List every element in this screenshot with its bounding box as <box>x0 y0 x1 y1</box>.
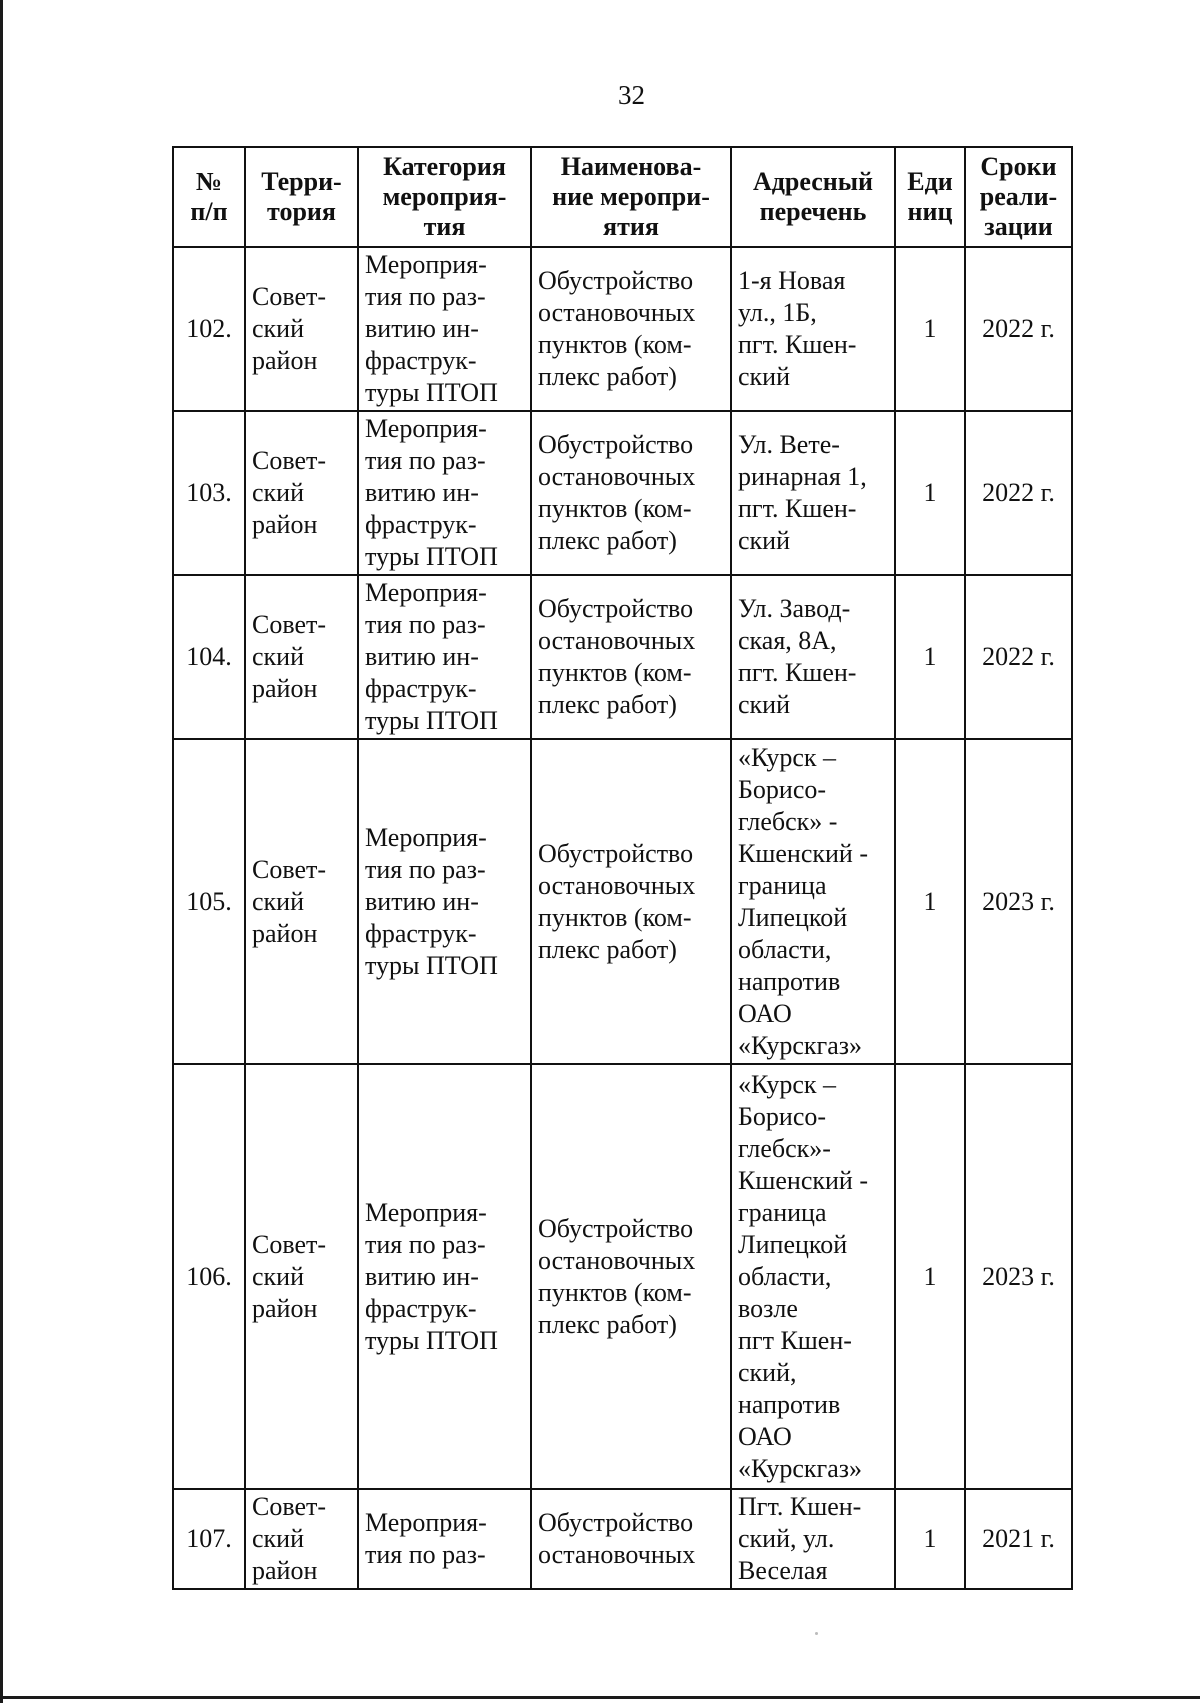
table-row <box>173 1489 1072 1589</box>
cell-number: 102. <box>173 247 245 411</box>
header-units: Еди ниц <box>895 147 965 247</box>
table-row <box>173 247 1072 411</box>
cell-territory: Совет- ский район <box>245 1489 358 1589</box>
cell-units: 1 <box>895 411 965 575</box>
table-row <box>173 1064 1072 1489</box>
cell-units: 1 <box>895 739 965 1064</box>
page-left-edge <box>0 0 3 1703</box>
header-address: Адресный перечень <box>731 147 895 247</box>
cell-event-name: Обустройство остановочных пунктов (ком- плекс работ) <box>531 247 731 411</box>
cell-address: «Курск – Борисо- глебск» - Кшенский - граница Липецкой области, напротив ОАО «Курскгаз» <box>731 739 895 1064</box>
cell-term: 2023 г. <box>965 739 1072 1064</box>
table-header-row <box>173 147 1072 247</box>
cell-number: 104. <box>173 575 245 739</box>
cell-address: Ул. Вете- ринарная 1, пгт. Кшен- ский <box>731 411 895 575</box>
cell-category: Мероприя- тия по раз- витию ин- фраструк- туры ПТОП <box>358 247 531 411</box>
cell-address: Ул. Завод- ская, 8А, пгт. Кшен- ский <box>731 575 895 739</box>
cell-number: 106. <box>173 1064 245 1489</box>
cell-event-name: Обустройство остановочных пунктов (ком- плекс работ) <box>531 1064 731 1489</box>
cell-territory: Совет- ский район <box>245 1064 358 1489</box>
cell-term: 2022 г. <box>965 247 1072 411</box>
header-number: № п/п <box>173 147 245 247</box>
table-row <box>173 739 1072 1064</box>
cell-units: 1 <box>895 1489 965 1589</box>
table-row <box>173 411 1072 575</box>
cell-event-name: Обустройство остановочных пунктов (ком- плекс работ) <box>531 739 731 1064</box>
cell-address: «Курск – Борисо- глебск»- Кшенский - граница Липецкой области, возле пгт Кшен- ский, напротив ОАО «Курскгаз» <box>731 1064 895 1489</box>
header-category: Категория мероприя- тия <box>358 147 531 247</box>
cell-territory: Совет- ский район <box>245 739 358 1064</box>
cell-territory: Совет- ский район <box>245 575 358 739</box>
cell-units: 1 <box>895 1064 965 1489</box>
cell-address: 1-я Новая ул., 1Б, пгт. Кшен- ский <box>731 247 895 411</box>
cell-term: 2022 г. <box>965 575 1072 739</box>
header-event-name: Наименова- ние меропри- ятия <box>531 147 731 247</box>
header-territory: Терри- тория <box>245 147 358 247</box>
cell-category: Мероприя- тия по раз- витию ин- фраструк- туры ПТОП <box>358 1064 531 1489</box>
cell-event-name: Обустройство остановочных <box>531 1489 731 1589</box>
cell-event-name: Обустройство остановочных пунктов (ком- плекс работ) <box>531 575 731 739</box>
cell-number: 105. <box>173 739 245 1064</box>
page-number: 32 <box>618 80 645 110</box>
cell-term: 2022 г. <box>965 411 1072 575</box>
table-row <box>173 575 1072 739</box>
cell-category: Мероприя- тия по раз- витию ин- фраструк- туры ПТОП <box>358 411 531 575</box>
cell-number: 107. <box>173 1489 245 1589</box>
cell-term: 2023 г. <box>965 1064 1072 1489</box>
events-table <box>172 146 1073 1590</box>
cell-units: 1 <box>895 247 965 411</box>
header-term: Сроки реали- зации <box>965 147 1072 247</box>
cell-address: Пгт. Кшен- ский, ул. Веселая <box>731 1489 895 1589</box>
cell-units: 1 <box>895 575 965 739</box>
cell-number: 103. <box>173 411 245 575</box>
cell-term: 2021 г. <box>965 1489 1072 1589</box>
cell-category: Мероприя- тия по раз- витию ин- фраструк- туры ПТОП <box>358 575 531 739</box>
cell-category: Мероприя- тия по раз- витию ин- фраструк- туры ПТОП <box>358 739 531 1064</box>
cell-event-name: Обустройство остановочных пунктов (ком- плекс работ) <box>531 411 731 575</box>
cell-territory: Совет- ский район <box>245 247 358 411</box>
page-bottom-edge <box>0 1696 1200 1699</box>
cell-territory: Совет- ский район <box>245 411 358 575</box>
cell-category: Мероприя- тия по раз- <box>358 1489 531 1589</box>
scan-speck <box>815 1632 818 1635</box>
